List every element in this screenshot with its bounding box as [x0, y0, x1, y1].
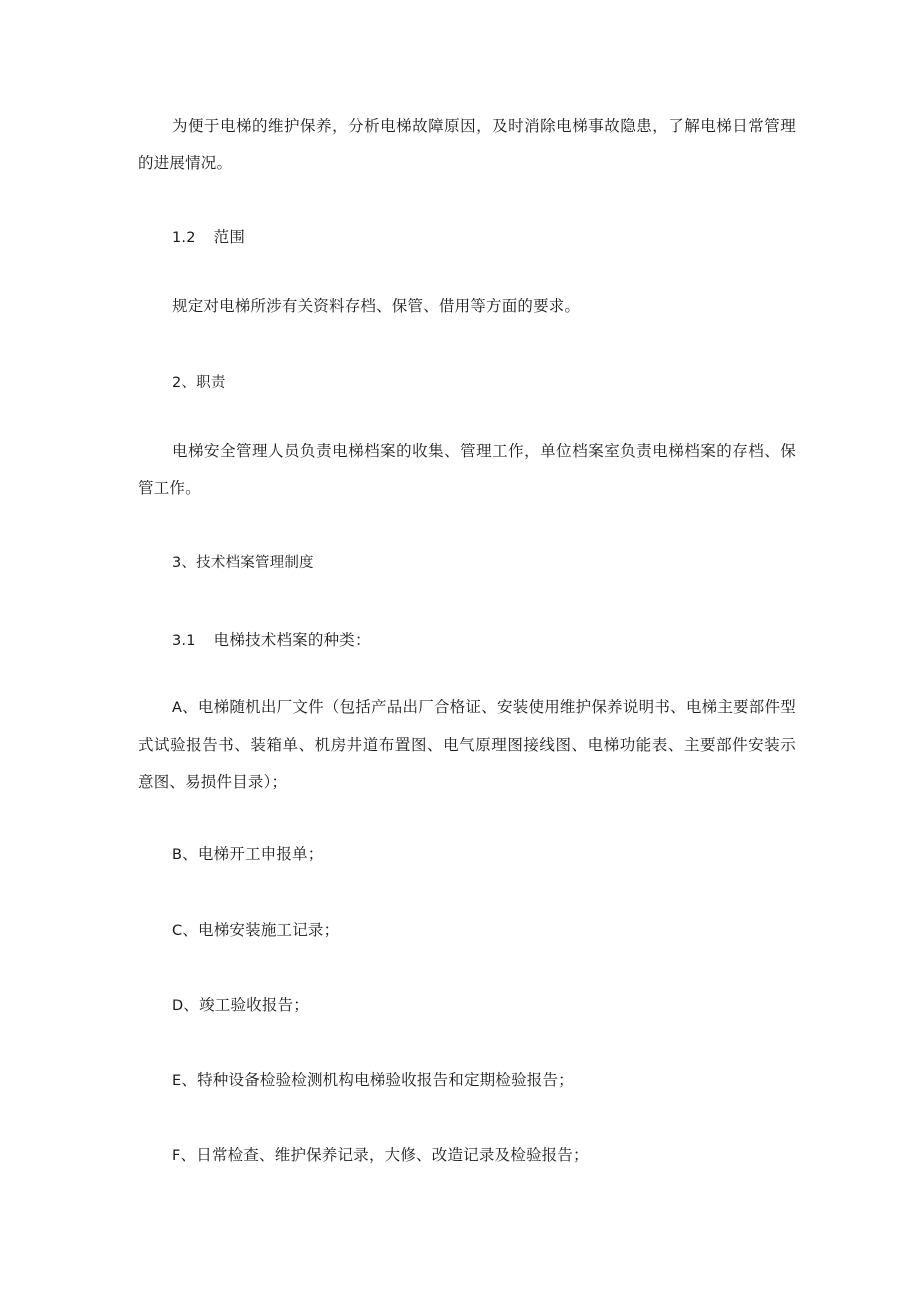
document-page: [138, 0, 796, 1301]
system-heading: [172, 544, 314, 582]
types-heading-number: 3.1: [172, 633, 196, 649]
list-item-text: 、日常检查、维护保养记录，大修、改造记录及检验报告；: [180, 1146, 589, 1164]
list-item-b: [138, 836, 796, 874]
list-item-letter: E: [172, 1073, 182, 1089]
list-item-letter: F: [172, 1148, 181, 1164]
list-item-text: 、电梯安装施工记录；: [182, 921, 340, 939]
duty-heading-text: 2、职责: [172, 375, 226, 391]
list-item-letter: A: [172, 700, 183, 716]
scope-paragraph: 规定对电梯所涉有关资料存档、保管、借用等方面的要求。: [172, 297, 581, 315]
list-item-a: [138, 689, 796, 801]
types-heading: [172, 622, 371, 660]
list-item-text: 、特种设备检验检测机构电梯验收报告和定期检验报告；: [181, 1071, 574, 1089]
list-item-f: [138, 1137, 796, 1175]
scope-heading: [172, 219, 245, 257]
list-item-text: 、竣工验收报告；: [183, 996, 309, 1014]
list-item-letter: B: [172, 847, 183, 863]
scope-heading-title: 范围: [213, 228, 246, 246]
duty-heading: [172, 364, 226, 402]
types-heading-title: 电梯技术档案的种类：: [213, 631, 371, 649]
list-item-c: [138, 912, 796, 950]
system-heading-text: 3、技术档案管理制度: [172, 555, 314, 571]
list-item-letter: C: [172, 923, 183, 939]
list-item-text: 、电梯随机出厂文件（包括产品出厂合格证、安装使用维护保养说明书、电梯主要部件型式试验报告书、装箱单、机房井道布置图、电气原理图接线图、电梯功能表、主要部件安装示意图、易损件目录）；: [138, 698, 796, 791]
scope-heading-number: 1.2: [172, 230, 196, 246]
list-item-text: 、电梯开工申报单；: [182, 845, 324, 863]
duty-paragraph: 电梯安全管理人员负责电梯档案的收集、管理工作，单位档案室负责电梯档案的存档、保管工作。: [138, 442, 796, 497]
list-item-d: [138, 987, 796, 1025]
list-item-e: [138, 1062, 796, 1100]
list-item-letter: D: [172, 998, 184, 1014]
purpose-paragraph: 为便于电梯的维护保养，分析电梯故障原因，及时消除电梯事故隐患，了解电梯日常管理的进展情况。: [138, 117, 796, 172]
